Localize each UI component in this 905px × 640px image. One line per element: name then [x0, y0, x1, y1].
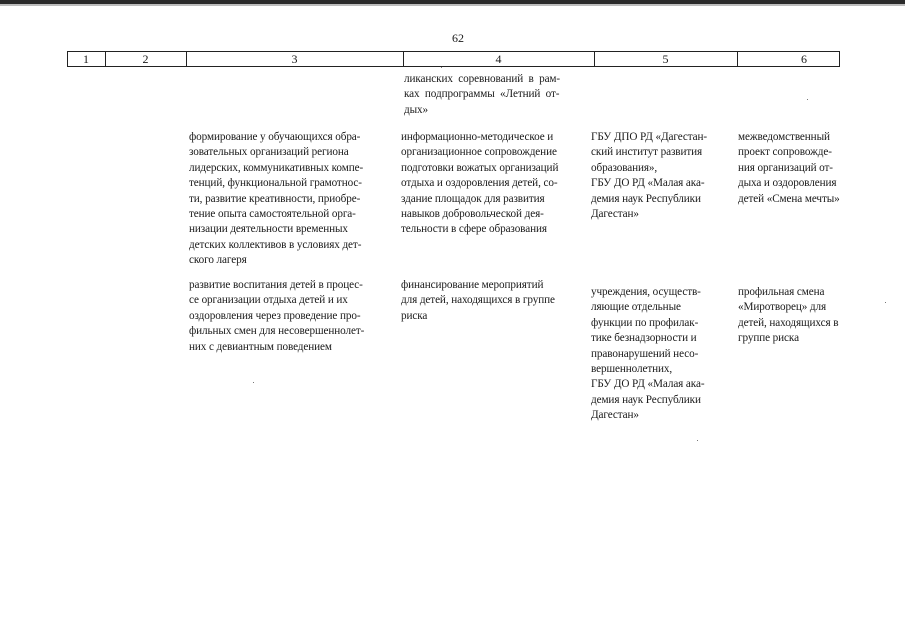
page-number: 62: [452, 31, 464, 45]
column-number-2: 2: [142, 52, 149, 66]
scan-speck: [807, 99, 808, 100]
row-2-activities: финансирование мероприятий для детей, находящихся в группе риска: [401, 279, 555, 322]
column-number-1: 1: [83, 52, 89, 66]
scan-speck: [885, 302, 886, 303]
scan-top-edge-shadow: [0, 4, 905, 6]
column-number-4: 4: [495, 52, 502, 66]
column-number-5: 5: [662, 52, 669, 66]
row-2-goal: развитие воспитания детей в процес- се организации отдыха детей и их оздоровления через проведение про- фильных смен для несовершеннолет- них с девиантным поведением: [189, 279, 365, 353]
row-1-activities: информационно-методическое и организационное сопровождение подготовки вожатых организаций отдыха и оздоровления детей, со- здание площадок для развития навыков добровольческой дея- тельности в сфере образования: [401, 131, 559, 236]
column-number-3: 3: [291, 52, 298, 66]
row-2-executors: учреждения, осуществ- ляющие отдельные функции по профилак- тике безнадзорности и правонарушений несо- вершеннолетних, ГБУ ДО РД «Малая ака- демия наук Республики Дагестан»: [591, 286, 705, 422]
row-1-goal: формирование у обучающихся обра- зовательных организаций региона лидерских, коммуникативных компе- тенций, функциональной грамотнос- ти, развитие креативности, приобре- тение опыта самостоятельной орга- низации деятельности временных детских коллективов в условиях дет- ского лагеря: [189, 131, 364, 267]
scan-speck: [441, 67, 442, 68]
continuation-col4: ликанских соревнований в рам- ках подпрограммы «Летний от- дых»: [404, 73, 561, 116]
scan-speck: [697, 440, 698, 441]
scan-speck: [253, 382, 254, 383]
row-1-executors: ГБУ ДПО РД «Дагестан- ский институт развития образования», ГБУ ДО РД «Малая ака- демия наук Республики Дагестан»: [591, 131, 708, 221]
row-1-project: межведомственный проект сопровожде- ния организаций от- дыха и оздоровления детей «Смена мечты»: [738, 131, 840, 205]
table-header-row: [67, 51, 840, 67]
column-number-6: 6: [801, 52, 807, 66]
row-2-project: профильная смена «Миротворец» для детей, находящихся в группе риска: [738, 286, 839, 345]
